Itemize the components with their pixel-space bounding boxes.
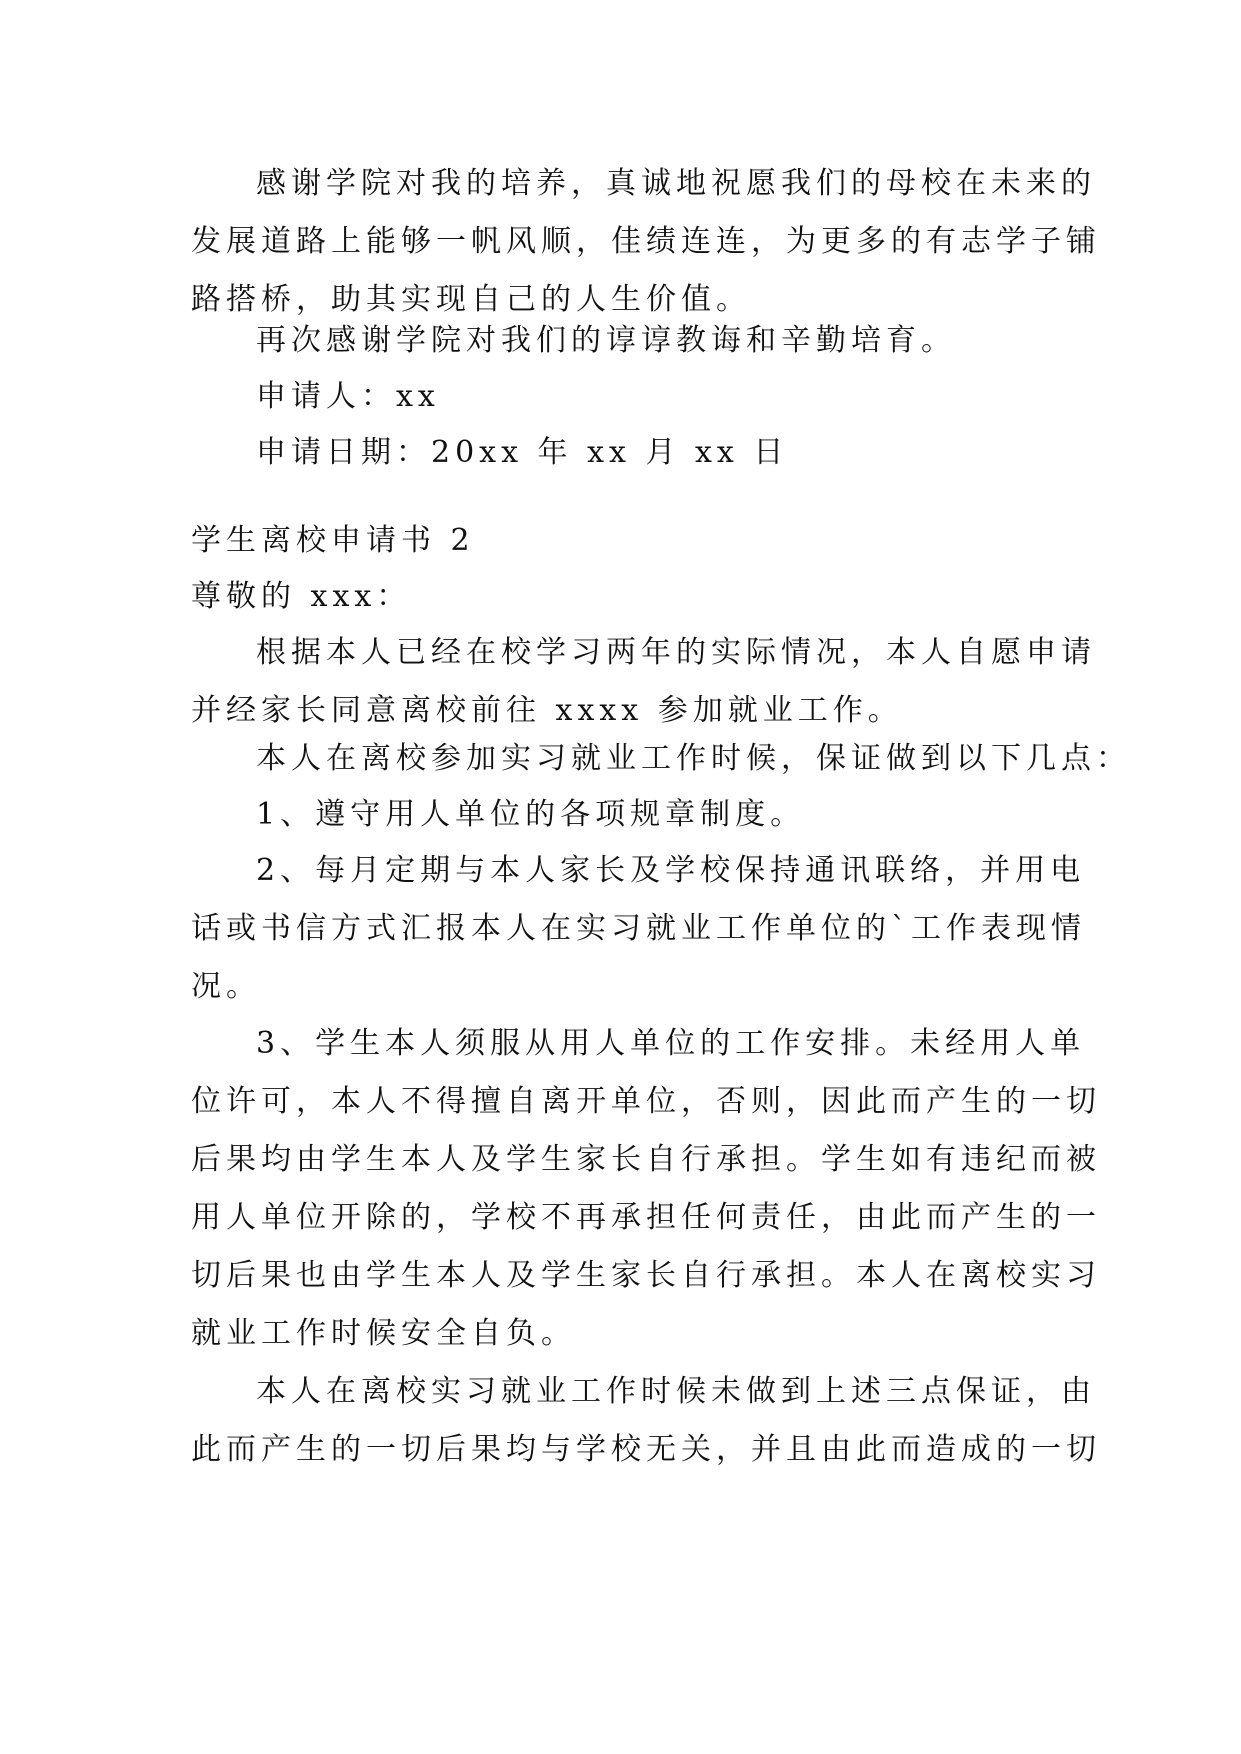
salutation	[191, 568, 1053, 626]
applicant-name: 申请人：xx	[256, 379, 440, 414]
list-item-2	[191, 842, 1086, 1016]
thanks-paragraph	[191, 312, 1053, 370]
guarantee-intro	[191, 730, 1131, 788]
list-item-1	[191, 786, 1053, 844]
text-line: 位许可，本人不得擅自离开单位，否则，因此而产生的一切	[191, 1084, 1101, 1119]
text-line: 本人在离校实习就业工作时候未做到上述三点保证，由	[256, 1374, 1096, 1409]
text-line: 发展道路上能够一帆风顺，佳绩连连，为更多的有志学子铺	[191, 224, 1101, 259]
text-line: 2、每月定期与本人家长及学校保持通讯联络，并用电	[256, 853, 1086, 888]
text-line: 并经家长同意离校前往 xxxx 参加就业工作。	[191, 693, 903, 728]
text-line: 话或书信方式汇报本人在实习就业工作单位的`工作表现情	[191, 911, 1086, 946]
text-line: 后果均由学生本人及学生家长自行承担。学生如有违纪而被	[191, 1142, 1101, 1177]
text-line: 本人在离校参加实习就业工作时候，保证做到以下几点：	[256, 741, 1131, 776]
text-line: 路搭桥，助其实现自己的人生价值。	[191, 282, 751, 317]
intro-paragraph	[191, 624, 1096, 740]
date-text: 申请日期：20xx 年 xx 月 xx 日	[256, 435, 789, 470]
text-line: 根据本人已经在校学习两年的实际情况，本人自愿申请	[256, 635, 1096, 670]
list-item-3	[191, 1015, 1101, 1363]
closing-paragraph	[191, 155, 1101, 329]
salutation-text: 尊敬的 xxx：	[191, 579, 412, 614]
application-date	[191, 424, 1053, 482]
text-line: 况。	[191, 969, 261, 1004]
liability-paragraph	[191, 1363, 1101, 1479]
text-line: 切后果也由学生本人及学生家长自行承担。本人在离校实习	[191, 1258, 1101, 1293]
text-line: 用人单位开除的，学校不再承担任何责任，由此而产生的一	[191, 1200, 1101, 1235]
text-line: 此而产生的一切后果均与学校无关，并且由此而造成的一切	[191, 1432, 1101, 1467]
title-text: 学生离校申请书 2	[191, 523, 475, 558]
text-line: 就业工作时候安全自负。	[191, 1316, 576, 1351]
text-line: 再次感谢学院对我们的谆谆教诲和辛勤培育。	[256, 323, 956, 358]
applicant-line	[191, 368, 1053, 426]
text-line: 1、遵守用人单位的各项规章制度。	[256, 797, 806, 832]
text-line: 感谢学院对我的培养，真诚地祝愿我们的母校在未来的	[256, 166, 1096, 201]
text-line: 3、学生本人须服从用人单位的工作安排。未经用人单	[256, 1026, 1086, 1061]
document-title	[191, 512, 1053, 570]
